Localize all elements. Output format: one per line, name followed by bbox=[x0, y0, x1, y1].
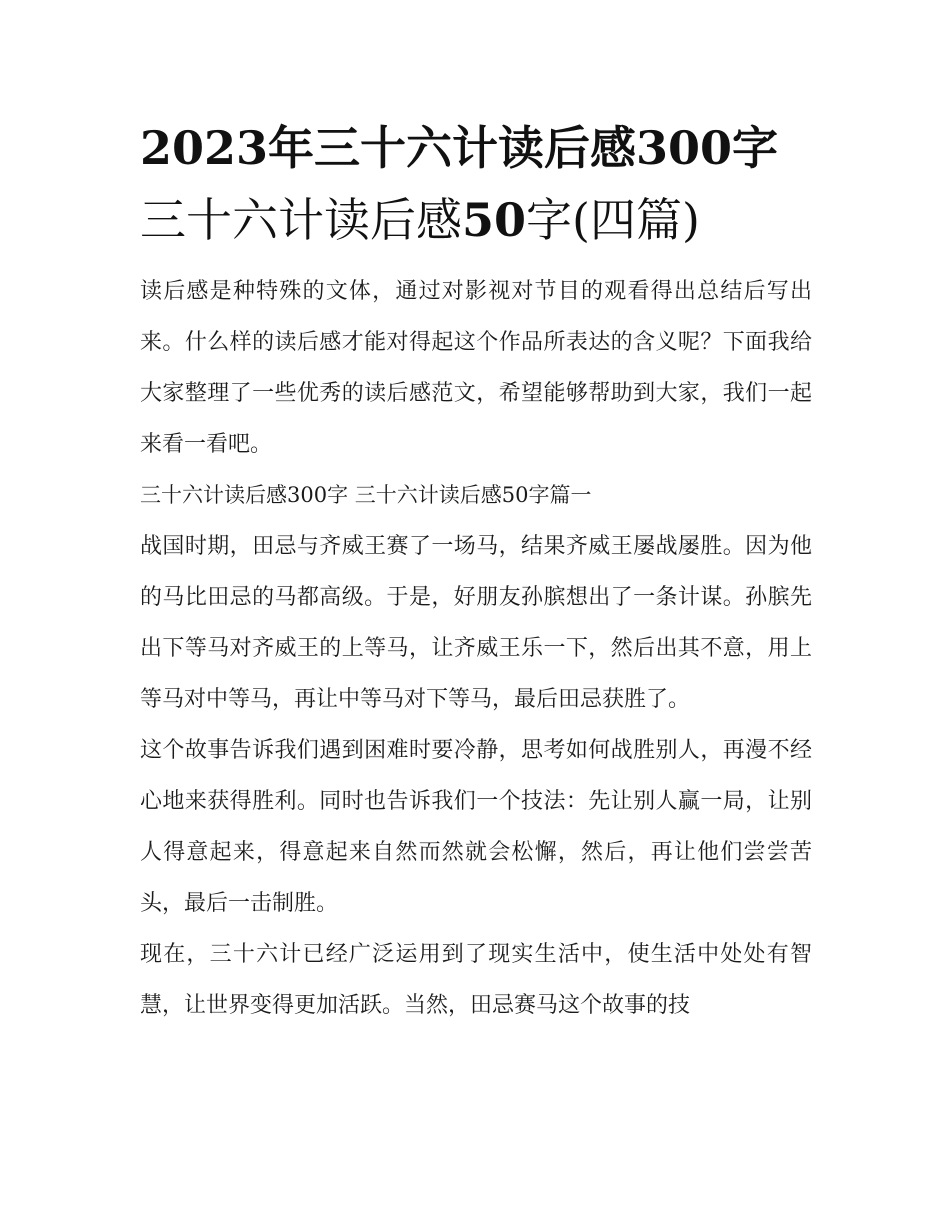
document-title bbox=[140, 112, 812, 256]
title-line-2-suffix: 字(四篇) bbox=[526, 193, 700, 247]
title-line-2-prefix: 三十六计读后感 bbox=[140, 193, 462, 247]
document-page bbox=[140, 112, 812, 1031]
title-line-2 bbox=[140, 184, 812, 256]
document-body bbox=[140, 266, 812, 1031]
title-line-1: 2023年三十六计读后感300字 bbox=[140, 121, 779, 175]
intro-paragraph: 读后感是种特殊的文体，通过对影视对节目的观看得出总结后写出来。什么样的读后感才能对得起这个作品所表达的含义呢？下面我给大家整理了一些优秀的读后感范文，希望能够帮助到大家，我们一起来看一看吧。 bbox=[140, 279, 812, 457]
body-paragraph: 战国时期，田忌与齐威王赛了一场马，结果齐威王屡战屡胜。因为他的马比田忌的马都高级。于是，好朋友孙膑想出了一条计谋。孙膑先出下等马对齐威王的上等马，让齐威王乐一下，然后出其不意，用上等马对中等马，再让中等马对下等马，最后田忌获胜了。 bbox=[140, 534, 812, 712]
body-paragraph: 现在，三十六计已经广泛运用到了现实生活中，使生活中处处有智慧，让世界变得更加活跃。当然，田忌赛马这个故事的技 bbox=[140, 942, 812, 1018]
title-line-2-number: 50 bbox=[462, 193, 527, 247]
body-paragraph: 这个故事告诉我们遇到困难时要冷静，思考如何战胜别人，再漫不经心地来获得胜利。同时也告诉我们一个技法：先让别人赢一局，让别人得意起来，得意起来自然而然就会松懈，然后，再让他们尝尝苦头，最后一击制胜。 bbox=[140, 738, 812, 916]
section-heading: 三十六计读后感300字 三十六计读后感50字篇一 bbox=[140, 483, 592, 507]
